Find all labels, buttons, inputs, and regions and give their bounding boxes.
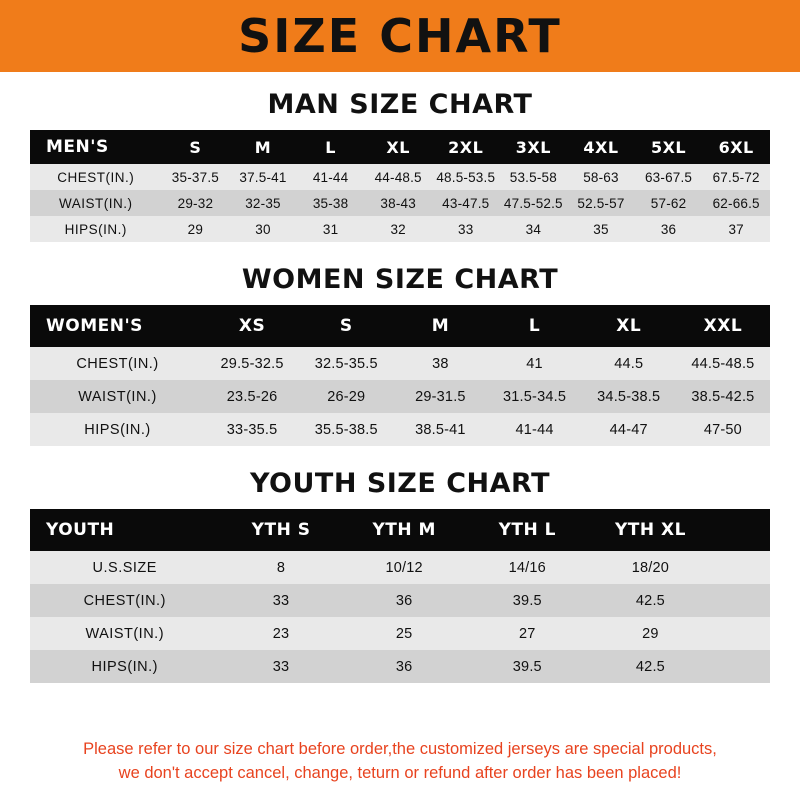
women-header-s: S: [339, 316, 353, 336]
men-size-table-wrapper: [30, 130, 770, 242]
men-hips-6xl: 37: [728, 221, 744, 237]
women-row-hips-label: HIPS(IN.): [84, 421, 151, 438]
youth-hips-l: 39.5: [512, 658, 542, 675]
men-hips-m: 30: [255, 221, 271, 237]
women-size-table: [30, 305, 770, 446]
men-waist-6xl: 62-66.5: [712, 195, 760, 211]
youth-hips-spacer: [712, 650, 770, 683]
women-chest-l: 41: [526, 355, 543, 372]
youth-chest-spacer: [712, 584, 770, 617]
men-header-m: M: [254, 137, 272, 157]
women-chest-m: 38: [432, 355, 449, 372]
men-waist-l: 35-38: [312, 195, 349, 211]
women-header-m: M: [431, 316, 450, 336]
women-section-heading: WOMEN SIZE CHART: [241, 264, 559, 295]
men-waist-2xl: 43-47.5: [442, 195, 490, 211]
men-chest-3xl: 53.5-58: [509, 169, 557, 185]
footer-line-1: Please refer to our size chart before order,the customized jerseys are special products,: [83, 740, 717, 759]
women-hips-xs: 33-35.5: [226, 421, 278, 438]
women-hips-xxl: 47-50: [703, 421, 742, 438]
table-row: [30, 190, 770, 216]
women-row-chest-label: CHEST(IN.): [76, 355, 159, 372]
table-row: [30, 617, 770, 650]
youth-waist-s: 23: [272, 625, 290, 642]
men-size-table: [30, 130, 770, 242]
women-waist-m: 29-31.5: [415, 388, 466, 405]
men-table-header: [30, 130, 770, 164]
youth-table-body: [30, 551, 770, 683]
youth-table-header: [30, 509, 770, 551]
youth-ussize-xl: 18/20: [631, 559, 670, 576]
youth-ussize-l: 14/16: [508, 559, 546, 576]
women-chest-xs: 29.5-32.5: [220, 355, 284, 372]
women-chest-xl: 44.5: [614, 355, 644, 372]
men-header-s: S: [189, 137, 202, 157]
women-header-xl: XL: [616, 316, 642, 336]
table-row: [30, 347, 770, 380]
table-row: [30, 650, 770, 683]
men-hips-3xl: 34: [525, 221, 542, 237]
youth-chest-s: 33: [272, 592, 290, 609]
men-chest-4xl: 58-63: [583, 169, 619, 185]
youth-ussize-spacer: [712, 551, 770, 584]
men-chest-xl: 44-48.5: [374, 169, 422, 185]
header-banner: [0, 0, 800, 72]
table-header-row: [30, 305, 770, 347]
youth-section-heading: YOUTH SIZE CHART: [249, 468, 551, 499]
women-chest-xxl: 44.5-48.5: [691, 355, 755, 372]
youth-row-ussize-label: U.S.SIZE: [92, 559, 157, 576]
women-hips-m: 38.5-41: [415, 421, 466, 438]
youth-row-waist-label: WAIST(IN.): [85, 625, 165, 642]
youth-hips-m: 36: [395, 658, 413, 675]
table-header-row: [30, 130, 770, 164]
women-header-xxl: XXL: [703, 316, 743, 336]
women-waist-l: 31.5-34.5: [503, 388, 567, 405]
men-waist-m: 32-35: [245, 195, 281, 211]
youth-size-table-wrapper: [30, 509, 770, 683]
women-header-xs: XS: [238, 316, 266, 336]
table-row: [30, 216, 770, 242]
youth-chest-xl: 42.5: [635, 592, 665, 609]
men-table-body: [30, 164, 770, 242]
youth-ussize-s: 8: [276, 559, 286, 576]
men-header-5xl: 5XL: [650, 137, 687, 157]
men-row-hips-label: HIPS(IN.): [64, 221, 127, 237]
women-header-l: L: [528, 316, 541, 336]
youth-ussize-m: 10/12: [385, 559, 423, 576]
men-chest-s: 35-37.5: [171, 169, 219, 185]
men-header-xl: XL: [386, 137, 410, 157]
table-row: [30, 164, 770, 190]
footer-line-2: we don't accept cancel, change, teturn or refund after order has been placed!: [118, 764, 682, 783]
table-row: [30, 413, 770, 446]
men-header-3xl: 3XL: [515, 137, 551, 157]
men-chest-l: 41-44: [312, 169, 349, 185]
men-header-6xl: 6XL: [718, 137, 754, 157]
women-table-header: [30, 305, 770, 347]
youth-chest-m: 36: [395, 592, 413, 609]
men-header-rowlabel: MEN'S: [46, 137, 109, 157]
women-waist-xl: 34.5-38.5: [597, 388, 661, 405]
table-row: [30, 584, 770, 617]
youth-header-spacer: [712, 509, 770, 551]
youth-row-hips-label: HIPS(IN.): [91, 658, 159, 675]
men-waist-xl: 38-43: [380, 195, 416, 211]
table-row: [30, 551, 770, 584]
youth-row-chest-label: CHEST(IN.): [83, 592, 166, 609]
men-hips-l: 31: [322, 221, 339, 237]
men-section-heading: MAN SIZE CHART: [267, 89, 533, 120]
youth-size-table: [30, 509, 770, 683]
men-header-4xl: 4XL: [583, 137, 619, 157]
men-chest-6xl: 67.5-72: [712, 169, 760, 185]
men-waist-5xl: 57-62: [650, 195, 687, 211]
men-row-waist-label: WAIST(IN.): [59, 195, 133, 211]
men-chest-2xl: 48.5-53.5: [436, 169, 496, 185]
men-waist-s: 29-32: [177, 195, 214, 211]
women-header-rowlabel: WOMEN'S: [46, 316, 143, 336]
men-hips-5xl: 36: [660, 221, 677, 237]
men-hips-2xl: 33: [458, 221, 474, 237]
women-size-table-wrapper: [30, 305, 770, 446]
women-hips-s: 35.5-38.5: [314, 421, 378, 438]
youth-waist-l: 27: [519, 625, 536, 642]
women-waist-s: 26-29: [327, 388, 366, 405]
women-hips-xl: 44-47: [609, 421, 648, 438]
men-chest-m: 37.5-41: [239, 169, 287, 185]
youth-waist-xl: 29: [642, 625, 659, 642]
youth-header-xlsize: YTH XL: [614, 520, 686, 540]
youth-hips-xl: 42.5: [635, 658, 665, 675]
youth-header-rowlabel: YOUTH: [46, 520, 115, 540]
women-table-body: [30, 347, 770, 446]
youth-header-lsize: YTH L: [498, 520, 556, 540]
youth-waist-m: 25: [395, 625, 413, 642]
men-row-chest-label: CHEST(IN.): [57, 169, 135, 185]
men-chest-5xl: 63-67.5: [644, 169, 693, 185]
youth-header-ssize: YTH S: [251, 520, 311, 540]
men-waist-3xl: 47.5-52.5: [503, 195, 563, 211]
men-header-l: L: [325, 137, 336, 157]
table-row: [30, 380, 770, 413]
youth-hips-s: 33: [272, 658, 290, 675]
women-waist-xxl: 38.5-42.5: [691, 388, 755, 405]
youth-header-msize: YTH M: [372, 520, 436, 540]
men-hips-4xl: 35: [593, 221, 609, 237]
women-row-waist-label: WAIST(IN.): [78, 388, 157, 405]
youth-chest-l: 39.5: [512, 592, 542, 609]
men-hips-xl: 32: [390, 221, 406, 237]
men-waist-4xl: 52.5-57: [577, 195, 625, 211]
youth-waist-spacer: [712, 617, 770, 650]
women-hips-l: 41-44: [515, 421, 554, 438]
footer-disclaimer: [0, 738, 800, 786]
page-title: SIZE CHART: [238, 9, 562, 63]
men-hips-s: 29: [187, 221, 204, 237]
men-header-2xl: 2XL: [448, 137, 484, 157]
table-header-row: [30, 509, 770, 551]
women-waist-xs: 23.5-26: [226, 388, 278, 405]
women-chest-s: 32.5-35.5: [314, 355, 378, 372]
